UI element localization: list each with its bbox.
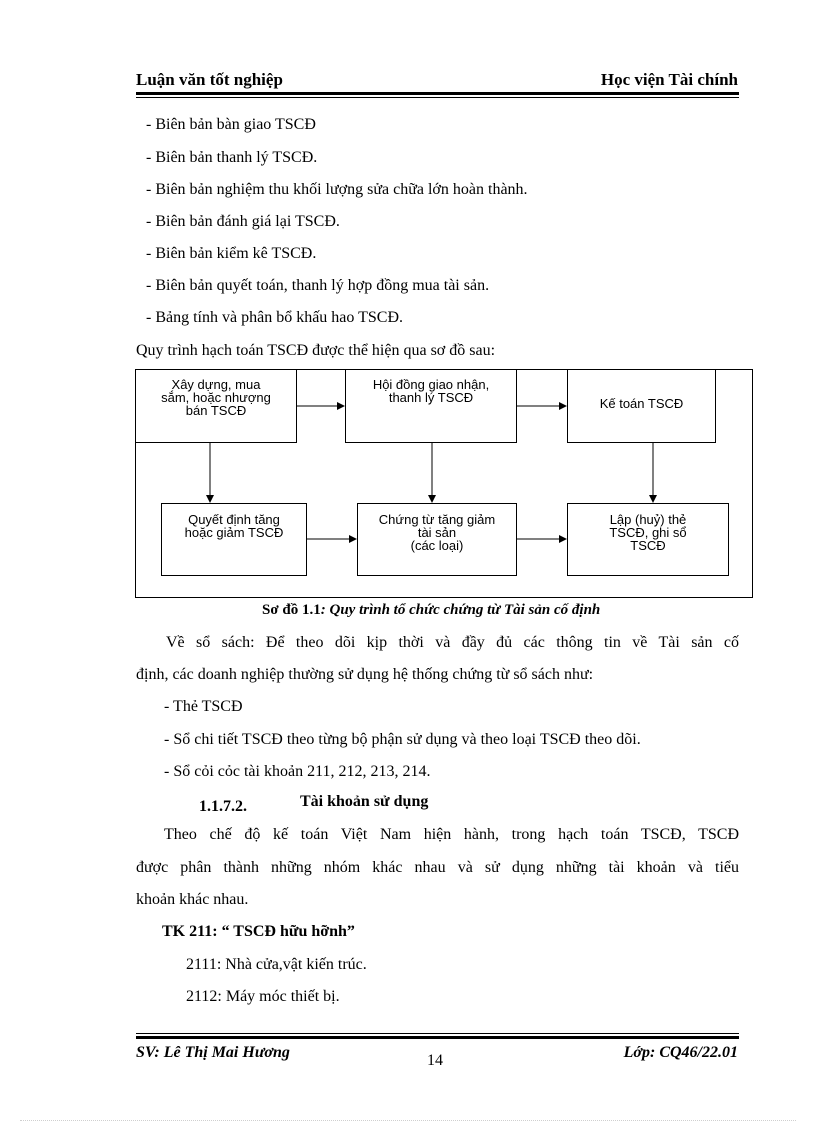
footer-student-name: SV: Lê Thị Mai Hương [136, 1044, 290, 1061]
regime-paragraph-line: khoản khác nhau. [136, 891, 249, 908]
regime-paragraph-line: được phân thành những nhóm khác nhau và sử dụng những tài khoản và tiểu [136, 859, 739, 876]
caption-title: : Quy trình tổ chức chứng từ Tài sản cố định [320, 602, 601, 618]
regime-paragraph-line: Theo chế độ kế toán Việt Nam hiện hành, trong hạch toán TSCĐ, TSCĐ [164, 826, 739, 843]
books-list-item: - Sổ cỏi cỏc tài khoản 211, 212, 213, 214. [164, 763, 431, 780]
diagram-intro-text: Quy trình hạch toán TSCĐ được thể hiện qua sơ đồ sau: [136, 342, 496, 359]
section-number: 1.1.7.2. [199, 798, 247, 815]
books-list-item: - Thẻ TSCĐ [164, 698, 243, 715]
account-211-heading: TK 211: “ TSCĐ hữu hỡnh” [162, 923, 355, 940]
box-fixed-asset-accounting: Kế toán TSCĐ [567, 369, 716, 443]
books-paragraph-line: Về sổ sách: Để theo dõi kịp thời và đầy đủ các thông tin về Tài sản cố [166, 634, 739, 651]
books-paragraph-line: định, các doanh nghiệp thường sử dụng hệ thống chứng từ sổ sách như: [136, 666, 594, 683]
caption-label: Sơ đồ 1.1 [262, 602, 321, 618]
document-list-item: - Biên bản đánh giá lại TSCĐ. [146, 213, 340, 230]
header-institute-label: Học viện Tài chính [600, 70, 738, 89]
account-item: 2112: Máy móc thiết bị. [186, 988, 340, 1005]
document-list-item: - Biên bản quyết toán, thanh lý hợp đồng mua tài sản. [146, 277, 490, 294]
box-acquisition: Xây dựng, mua sắm, hoặc nhượng bán TSCĐ [135, 369, 297, 443]
diagram-caption [262, 602, 600, 619]
footer-rule-thin [136, 1033, 739, 1034]
document-list-item: - Biên bản kiểm kê TSCĐ. [146, 245, 317, 262]
books-list-item: - Sổ chi tiết TSCĐ theo từng bộ phận sử dụng và theo loại TSCĐ theo dõi. [164, 731, 641, 748]
box-asset-card-ledger: Lập (huỷ) thẻ TSCĐ, ghi sổ TSCĐ [567, 503, 729, 576]
document-list-item: - Bảng tính và phân bổ khấu hao TSCĐ. [146, 309, 404, 326]
section-title: Tài khoản sử dụng [300, 793, 429, 810]
footer-rule-thick [136, 1036, 739, 1039]
box-handover-council: Hội đồng giao nhận, thanh lý TSCĐ [345, 369, 517, 443]
header-thesis-label: Luận văn tốt nghiệp [136, 70, 283, 89]
box-increase-decrease-decision: Quyết định tăng hoặc giảm TSCĐ [161, 503, 307, 576]
document-list-item: - Biên bản nghiệm thu khối lượng sửa chữa lớn hoàn thành. [146, 181, 528, 198]
box-asset-vouchers: Chứng từ tăng giảm tài sản (các loại) [357, 503, 517, 576]
document-list-item: - Biên bản bàn giao TSCĐ [146, 116, 316, 133]
document-list-item: - Biên bản thanh lý TSCĐ. [146, 149, 318, 166]
account-item: 2111: Nhà cửa,vật kiến trúc. [186, 956, 367, 973]
page-bottom-divider [20, 1120, 796, 1121]
footer-class-code: Lớp: CQ46/22.01 [623, 1044, 738, 1061]
page-number: 14 [427, 1052, 443, 1069]
